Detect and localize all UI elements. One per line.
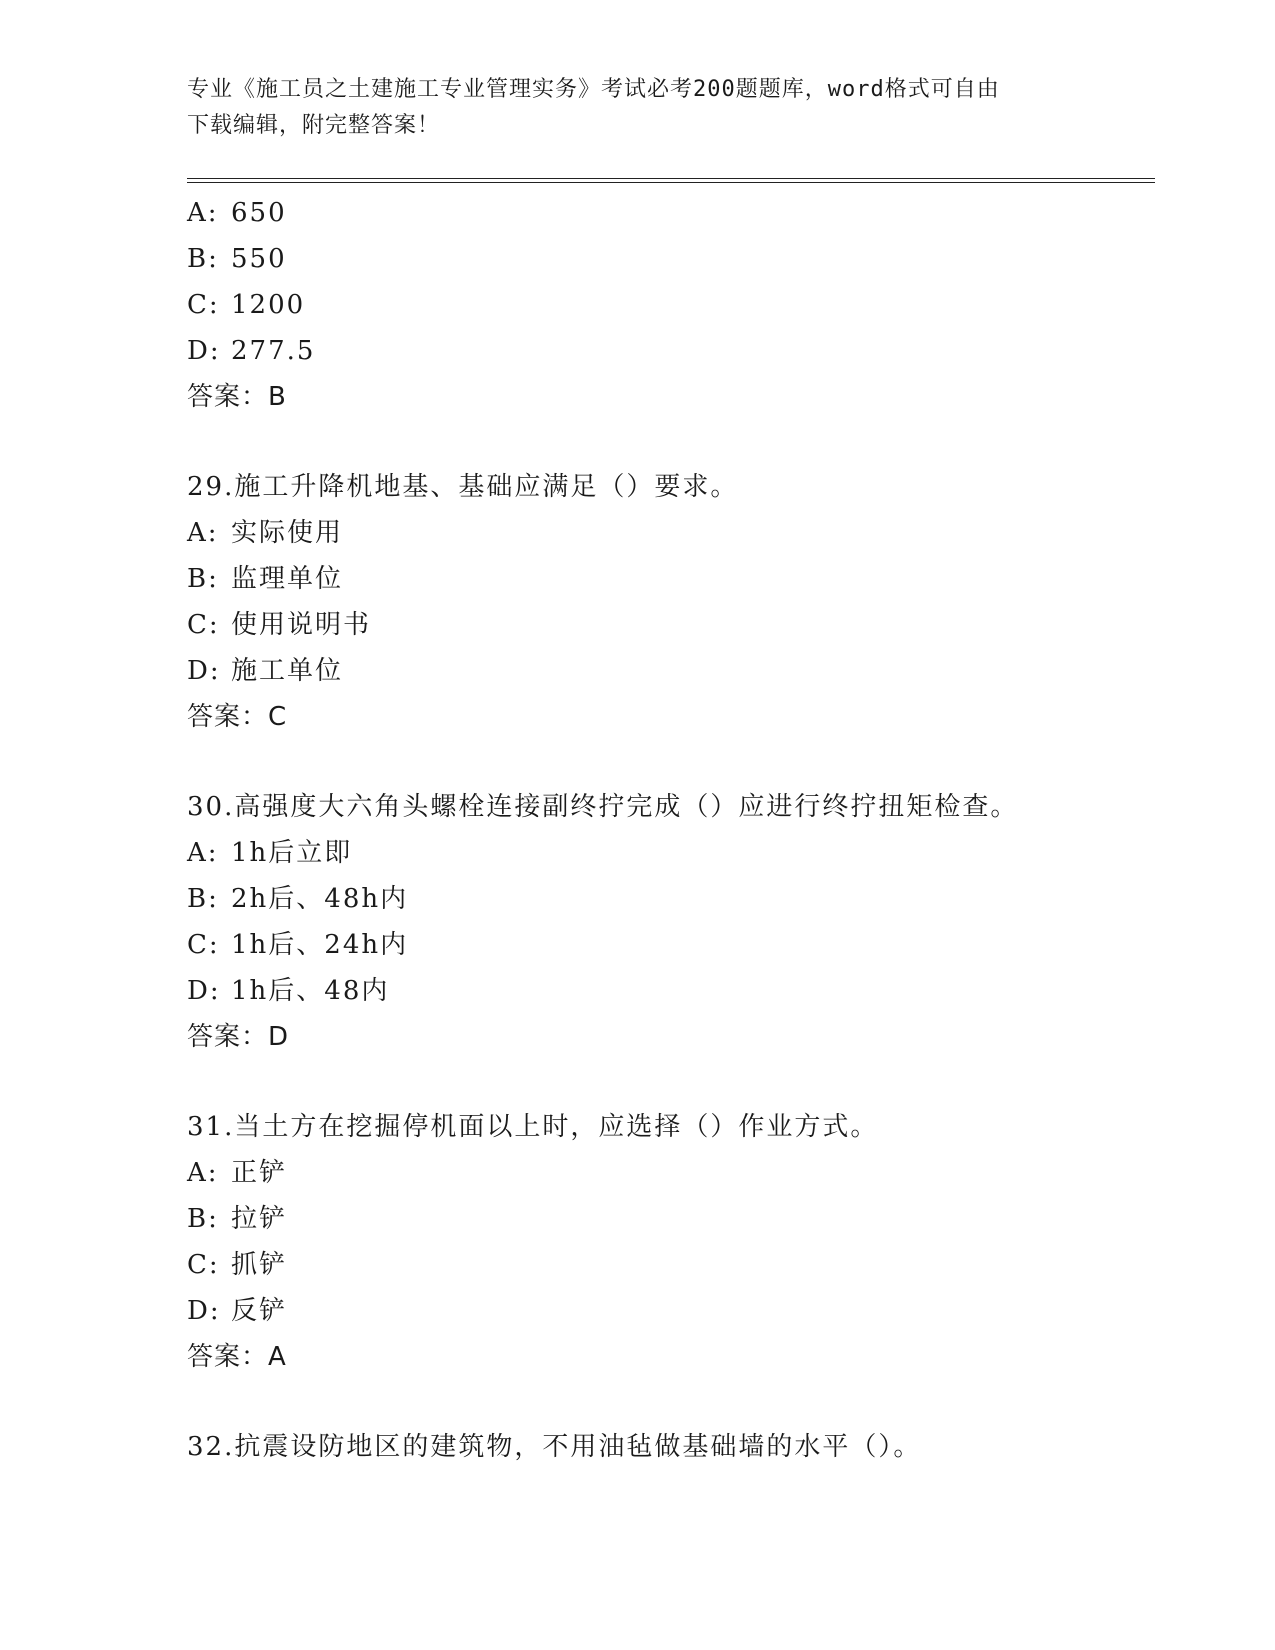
option-a [187,1150,1155,1196]
option-label: D: [187,336,221,366]
question-block [187,190,1155,420]
header-line-2: 下载编辑，附完整答案！ [187,113,441,138]
option-text: 正铲 [231,1158,288,1188]
document-header [187,72,1087,144]
option-label: B: [187,884,219,914]
option-text: 使用说明书 [231,610,372,640]
header-line-1: 专业《施工员之土建施工专业管理实务》考试必考200题题库，word格式可自由 [187,77,1000,102]
option-label: B: [187,244,219,274]
option-label: C: [187,290,220,320]
option-label: C: [187,610,220,640]
option-label: D: [187,656,221,686]
option-a [187,510,1155,556]
question-block [187,1104,1155,1380]
option-text: 抓铲 [231,1250,288,1280]
option-text: 实际使用 [231,518,344,548]
option-d [187,1288,1155,1334]
option-c [187,922,1155,968]
option-b [187,236,1155,282]
option-b [187,1196,1155,1242]
option-text: 拉铲 [231,1204,288,1234]
question-text: 31.当土方在挖掘停机面以上时，应选择（）作业方式。 [187,1112,879,1142]
option-text: 550 [231,244,287,274]
question-text: 32.抗震设防地区的建筑物，不用油毡做基础墙的水平（）。 [187,1432,922,1462]
option-label: D: [187,1296,221,1326]
option-text: 277.5 [231,336,316,366]
option-label: A: [187,198,219,228]
option-label: A: [187,1158,219,1188]
question-block [187,464,1155,740]
option-text: 2h后、48h内 [231,884,409,914]
option-c [187,602,1155,648]
question-text: 29.施工升降机地基、基础应满足（）要求。 [187,472,739,502]
option-text: 1h后、24h内 [231,930,409,960]
option-d [187,968,1155,1014]
answer-line: 答案：D [187,1022,290,1052]
option-label: A: [187,518,219,548]
option-text: 监理单位 [231,564,344,594]
option-text: 施工单位 [231,656,344,686]
option-text: 1200 [231,290,306,320]
option-label: A: [187,838,219,868]
option-a [187,190,1155,236]
option-b [187,556,1155,602]
answer-line: 答案：A [187,1342,287,1372]
option-label: B: [187,564,219,594]
option-c [187,1242,1155,1288]
question-block [187,1424,1155,1470]
option-label: D: [187,976,221,1006]
option-d [187,328,1155,374]
option-b [187,876,1155,922]
option-a [187,830,1155,876]
answer-line: 答案：B [187,382,287,412]
header-divider [187,178,1155,183]
option-label: C: [187,1250,220,1280]
option-text: 1h后、48内 [231,976,390,1006]
option-label: B: [187,1204,219,1234]
option-text: 反铲 [231,1296,288,1326]
question-block [187,784,1155,1060]
answer-line: 答案：C [187,702,288,732]
option-text: 1h后立即 [231,838,353,868]
option-text: 650 [231,198,287,228]
option-label: C: [187,930,220,960]
option-d [187,648,1155,694]
option-c [187,282,1155,328]
question-list [187,190,1155,1470]
question-text: 30.高强度大六角头螺栓连接副终拧完成（）应进行终拧扭矩检查。 [187,792,1019,822]
